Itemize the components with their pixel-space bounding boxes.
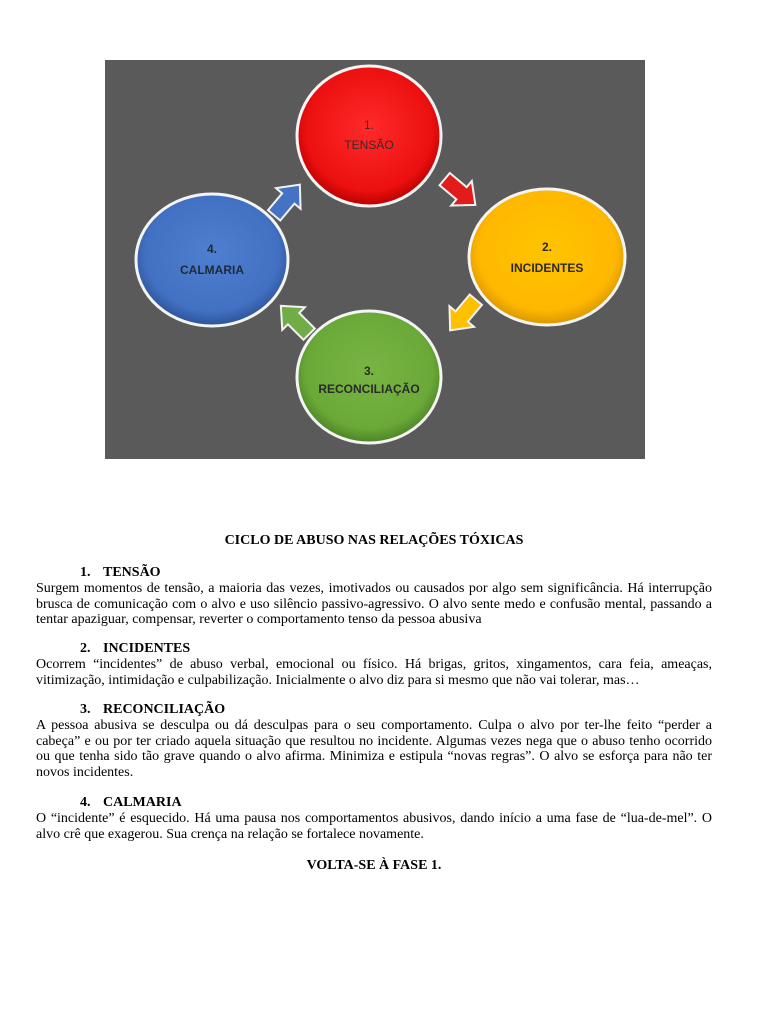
node-tensao (297, 66, 441, 206)
cycle-diagram (105, 60, 645, 459)
node-reconciliacao (297, 311, 441, 443)
node-tensao-label: TENSÃO (344, 138, 394, 152)
node-reconciliacao-label: RECONCILIAÇÃO (318, 382, 420, 396)
section-heading (80, 641, 712, 657)
section-body: O “incidente” é esquecido. Há uma pausa nos comportamentos abusivos, dando início a uma fase de “lua-de-mel”. O alvo crê que exagerou. Sua crença na relação se fortalece novamente. (36, 811, 712, 842)
node-incidentes (469, 189, 625, 325)
node-reconciliacao-number: 3. (363, 364, 375, 378)
section-body: Surgem momentos de tensão, a maioria das vezes, imotivados ou causados por algo sem significância. Há interrupção brusca de comunicação com o alvo e uso silêncio passivo-agressivo. O alvo sente medo e confusão mental, passando a tentar apaziguar, compensar, reverter o comportamento tenso da pessoa abusiva (36, 581, 712, 627)
section-heading-text: INCIDENTES (103, 641, 191, 656)
section-heading-text: RECONCILIAÇÃO (103, 702, 226, 717)
node-tensao-number: 1. (363, 118, 375, 132)
node-incidentes-label: INCIDENTES (510, 261, 584, 275)
node-calmaria-number: 4. (206, 242, 218, 256)
node-calmaria-label: CALMARIA (180, 263, 244, 277)
section-heading (80, 702, 712, 718)
node-calmaria (136, 194, 288, 326)
section-number: 2. (80, 641, 91, 656)
section-number: 3. (80, 702, 91, 717)
arrow-1-to-2 (434, 167, 485, 217)
section-heading-text: TENSÃO (103, 565, 161, 580)
section-reconciliacao (36, 702, 712, 780)
section-heading (80, 565, 712, 581)
section-number: 4. (80, 795, 91, 810)
arrow-2-to-3 (438, 289, 488, 340)
section-body: A pessoa abusiva se desculpa ou dá desculpas para o seu comportamento. Culpa o alvo por ter-lhe feito “perder a cabeça” e ou por ter criado aquela situação que resultou no incidente. Algumas vezes nega que o abuso tenho ocorrido ou que tenha sido tão grave quando o alvo afirma. Minimiza e estipula “novas regras”. O alvo se esforça para não ter novos incidentes. (36, 718, 712, 780)
document-title: CICLO DE ABUSO NAS RELAÇÕES TÓXICAS (224, 533, 524, 548)
section-tensao (36, 565, 712, 628)
section-heading-text: CALMARIA (103, 795, 182, 810)
section-calmaria (36, 795, 712, 842)
node-incidentes-number: 2. (541, 240, 553, 254)
closing-statement: VOLTA-SE À FASE 1. (306, 858, 442, 873)
cycle-diagram-svg (105, 60, 645, 459)
section-heading (80, 795, 712, 811)
section-number: 1. (80, 565, 91, 580)
section-incidentes (36, 641, 712, 688)
section-body: Ocorrem “incidentes” de abuso verbal, emocional ou físico. Há brigas, gritos, xingamentos, cara feia, ameaças, vitimização, intimidação e culpabilização. Inicialmente o alvo diz para si mesmo que não vai tolerar, mas… (36, 657, 712, 688)
